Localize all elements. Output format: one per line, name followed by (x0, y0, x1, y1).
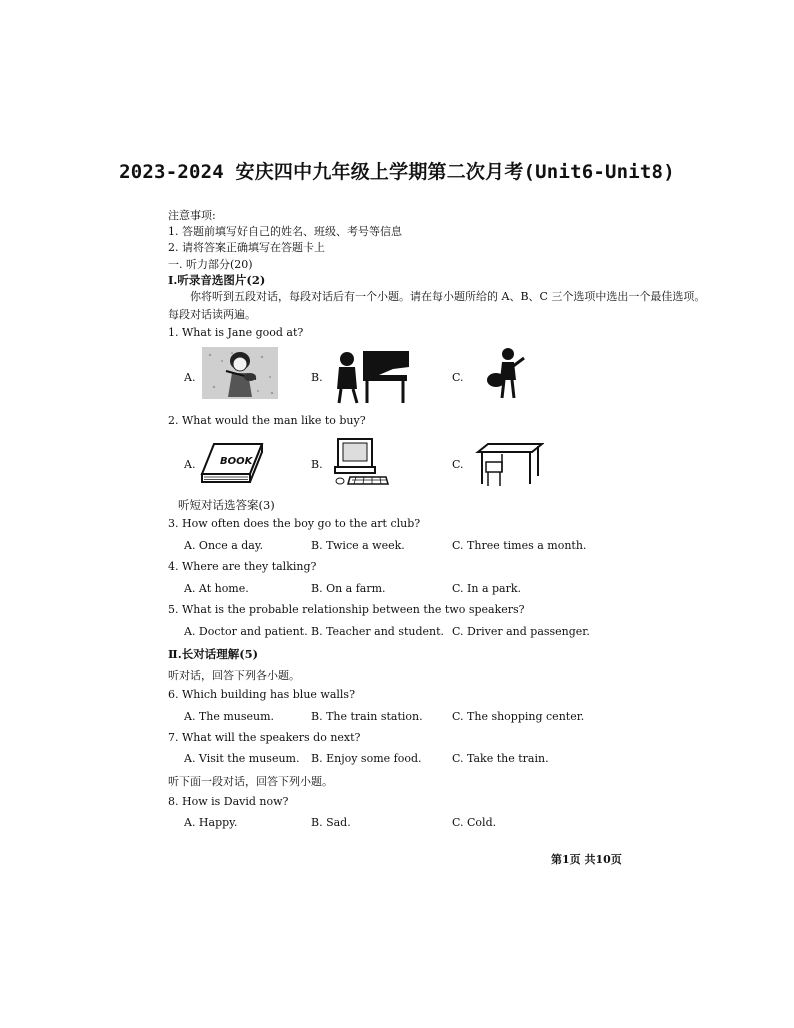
section-3-intro: 听对话，回答下列各小题。 (168, 669, 300, 682)
q2-option-a-label: A. (184, 458, 196, 471)
q1-option-a-label: A. (184, 371, 196, 384)
desk-image (472, 440, 544, 488)
notice-item-1: 1. 答题前填写好自己的姓名、班级、考号等信息 (168, 225, 402, 238)
q1-option-c-label: C. (452, 371, 464, 384)
computer-image (332, 437, 390, 487)
notice-item-2: 2. 请将答案正确填写在答题卡上 (168, 241, 325, 254)
q7-option-c: C. Take the train. (452, 752, 549, 765)
q6-option-c: C. The shopping center. (452, 710, 585, 723)
question-2: 2. What would the man like to buy? (168, 414, 366, 427)
piano-player-image (333, 345, 413, 405)
question-6: 6. Which building has blue walls? (168, 688, 355, 701)
section-heading-2: 听短对话选答案(3) (178, 498, 275, 512)
question-8: 8. How is David now? (168, 795, 289, 808)
violin-girl-image (202, 347, 278, 399)
section-3-intro-2: 听下面一段对话，回答下列小题。 (168, 775, 333, 788)
q7-option-a: A. Visit the museum. (184, 752, 300, 765)
q6-option-a: A. The museum. (184, 710, 275, 723)
section-instruction: 你将听到五段对话，每段对话后有一个小题。请在每小题所给的 A、B、C 三个选项中选出一个最佳选项。每段对话读两遍。 (168, 290, 706, 321)
section-heading-3: Ⅱ.长对话理解(5) (168, 647, 259, 661)
q3-option-a: A. Once a day. (184, 539, 264, 552)
q2-option-b-label: B. (311, 458, 323, 471)
question-5: 5. What is the probable relationship between the two speakers? (168, 603, 525, 616)
q8-option-b: B. Sad. (311, 816, 351, 829)
q2-option-c-label: C. (452, 458, 464, 471)
q4-option-b: B. On a farm. (311, 582, 386, 595)
page-number: 第1页 共10页 (551, 853, 622, 866)
q4-option-c: C. In a park. (452, 582, 522, 595)
book-cover-text: BOOK (220, 456, 253, 467)
q4-option-a: A. At home. (184, 582, 249, 595)
question-1: 1. What is Jane good at? (168, 326, 304, 339)
q5-option-a: A. Doctor and patient. (184, 625, 308, 638)
exam-title: 2023-2024 安庆四中九年级上学期第二次月考(Unit6-Unit8) (119, 161, 675, 183)
book-image (200, 440, 264, 484)
question-3: 3. How often does the boy go to the art club? (168, 517, 421, 530)
q5-option-c: C. Driver and passenger. (452, 625, 590, 638)
q8-option-a: A. Happy. (184, 816, 238, 829)
q5-option-b: B. Teacher and student. (311, 625, 445, 638)
q6-option-b: B. The train station. (311, 710, 423, 723)
notice-heading: 注意事项: (168, 209, 216, 222)
question-7: 7. What will the speakers do next? (168, 731, 361, 744)
q3-option-c: C. Three times a month. (452, 539, 587, 552)
section-heading-1: Ⅰ.听录音选图片(2) (168, 273, 266, 287)
part-heading: 一. 听力部分(20) (168, 258, 253, 271)
question-4: 4. Where are they talking? (168, 560, 317, 573)
guitar-girl-image (480, 346, 528, 400)
q7-option-b: B. Enjoy some food. (311, 752, 422, 765)
q3-option-b: B. Twice a week. (311, 539, 405, 552)
q8-option-c: C. Cold. (452, 816, 497, 829)
q1-option-b-label: B. (311, 371, 323, 384)
